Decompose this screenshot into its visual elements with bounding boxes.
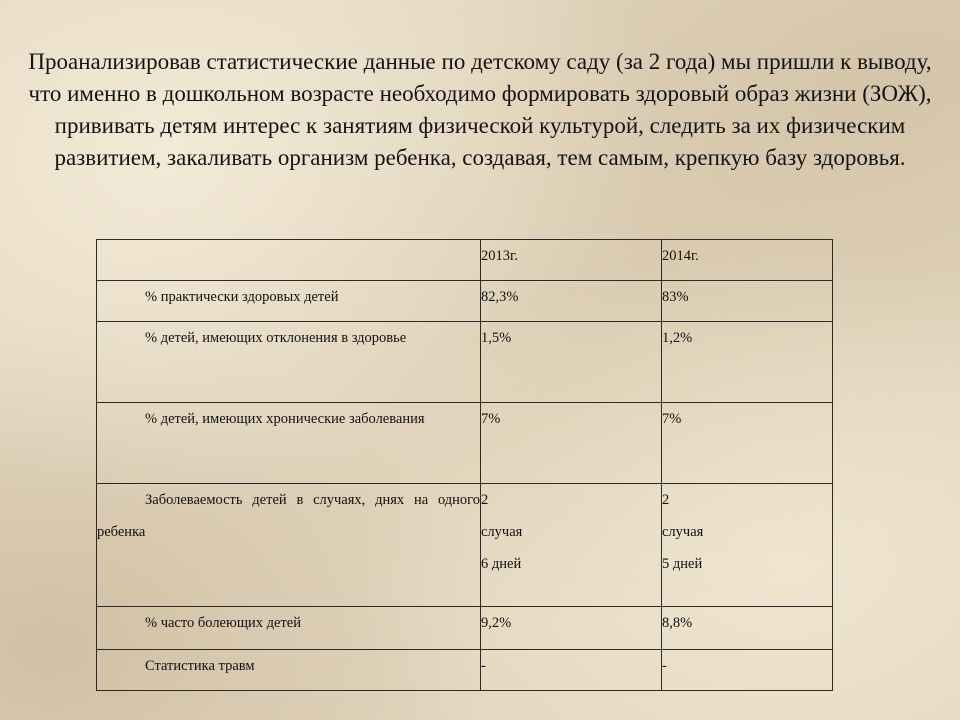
row-label: % детей, имеющих отклонения в здоровье xyxy=(97,322,481,403)
value-2014: 7% xyxy=(662,403,833,484)
statistics-table xyxy=(96,239,833,691)
row-label: % часто болеющих детей xyxy=(97,607,481,650)
row-label: Статистика травм xyxy=(97,650,481,691)
value-2014: 1,2% xyxy=(662,322,833,403)
table-row xyxy=(97,403,833,484)
value-2013: 2 случая 6 дней xyxy=(481,484,662,607)
table-row xyxy=(97,650,833,691)
row-label: % практически здоровых детей xyxy=(97,281,481,322)
table-row xyxy=(97,281,833,322)
row-label: % детей, имеющих хронические заболевания xyxy=(97,403,481,484)
value-2013: - xyxy=(481,650,662,691)
table-header-row xyxy=(97,240,833,281)
row-label: Заболеваемость детей в случаях, днях на одного ребенка xyxy=(97,484,481,607)
table-row xyxy=(97,484,833,607)
value-2013: 9,2% xyxy=(481,607,662,650)
table-row xyxy=(97,607,833,650)
value-2014: - xyxy=(662,650,833,691)
value-2013: 1,5% xyxy=(481,322,662,403)
header-2013: 2013г. xyxy=(481,240,662,281)
value-2014: 8,8% xyxy=(662,607,833,650)
value-2013: 82,3% xyxy=(481,281,662,322)
value-2013: 7% xyxy=(481,403,662,484)
table-row xyxy=(97,322,833,403)
header-2014: 2014г. xyxy=(662,240,833,281)
value-2014: 2 случая 5 дней xyxy=(662,484,833,607)
value-2014: 83% xyxy=(662,281,833,322)
slide-intro-text: Проанализировав статистические данные по детскому саду (за 2 года) мы пришли к выводу, что именно в дошкольном возрасте необходимо формировать здоровый образ жизни (ЗОЖ), прививать детям интерес к занятиям физической культурой, следить за их физическим развитием, закаливать организм ребенка, создавая, тем самым, крепкую базу здоровья. xyxy=(28,49,932,170)
header-empty-cell xyxy=(97,240,481,281)
